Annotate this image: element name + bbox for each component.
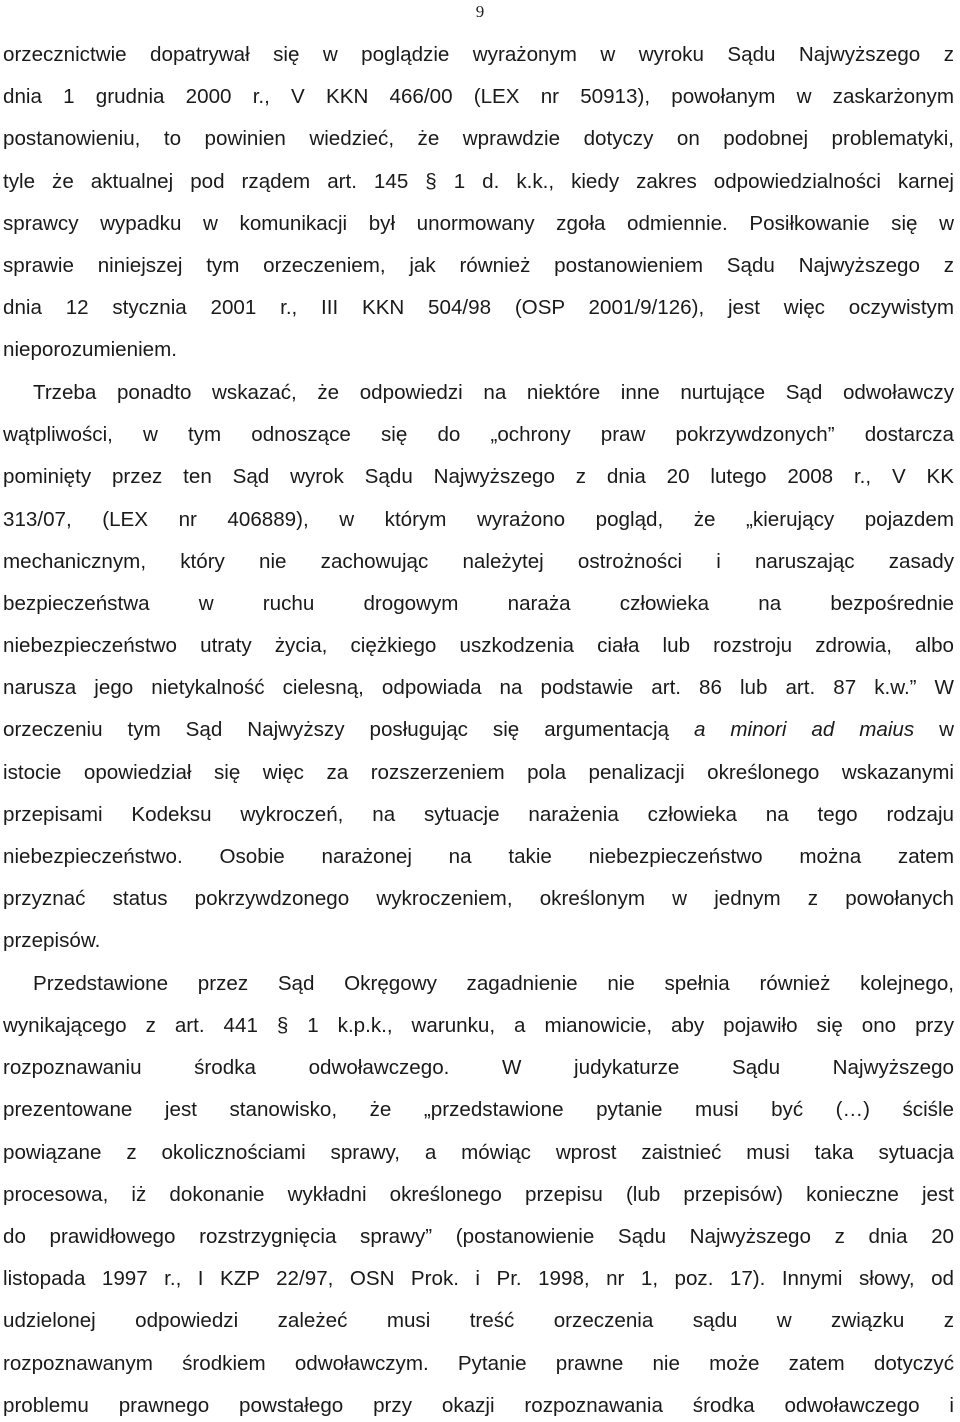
text-line: dnia 1 grudnia 2000 r., V KKN 466/00 (LEX nr 50913), powołanym w zaskarżonym [3,85,954,108]
text-line: Trzeba ponadto wskazać, że odpowiedzi na niektóre inne nurtujące Sąd odwoławczy [33,381,954,404]
text-line: niebezpieczeństwo utraty życia, ciężkiego uszkodzenia ciała lub rozstroju zdrowia, albo [3,634,954,657]
text-line: przyznać status pokrzywdzonego wykroczeniem, określonym w jednym z powołanych [3,887,954,910]
text-line: wynikającego z art. 441 § 1 k.p.k., warunku, a mianowicie, aby pojawiło się ono przy [3,1014,954,1037]
text-line: sprawie niniejszej tym orzeczeniem, jak również postanowieniem Sądu Najwyższego z [3,254,954,277]
text-line: do prawidłowego rozstrzygnięcia sprawy” (postanowienie Sądu Najwyższego z dnia 20 [3,1225,954,1248]
text-line: bezpieczeństwa w ruchu drogowym naraża człowieka na bezpośrednie [3,592,954,615]
text-line: powiązane z okolicznościami sprawy, a mówiąc wprost zaistnieć musi taka sytuacja [3,1141,954,1164]
text-line: listopada 1997 r., I KZP 22/97, OSN Prok. i Pr. 1998, nr 1, poz. 17). Innymi słowy, od [3,1267,954,1290]
text-line: istocie opowiedział się więc za rozszerzeniem pola penalizacji określonego wskazanymi [3,761,954,784]
page-number: 9 [475,2,485,21]
text-line: procesowa, iż dokonanie wykładni określonego przepisu (lub przepisów) konieczne jest [3,1183,954,1206]
text-line [3,718,954,742]
text-line: postanowieniu, to powinien wiedzieć, że wprawdzie dotyczy on podobnej problematyki, [3,127,954,150]
text-line: prezentowane jest stanowisko, że „przedstawione pytanie musi być (…) ściśle [3,1098,954,1121]
text-line: przepisami Kodeksu wykroczeń, na sytuacje narażenia człowieka na tego rodzaju [3,803,954,826]
text-line: pominięty przez ten Sąd wyrok Sądu Najwyższego z dnia 20 lutego 2008 r., V KK [3,465,954,488]
text-line: przepisów. [3,929,101,952]
text-line: wątpliwości, w tym odnoszące się do „ochrony praw pokrzywdzonych” dostarcza [3,423,954,446]
text-line: tyle że aktualnej pod rządem art. 145 § 1 d. k.k., kiedy zakres odpowiedzialności karnej [3,170,954,193]
text-line: mechanicznym, który nie zachowując należytej ostrożności i naruszając zasady [3,550,954,573]
text-line: problemu prawnego powstałego przy okazji rozpoznawania środka odwoławczego i [3,1394,954,1417]
text-segment: w [914,718,954,741]
latin-phrase: a minori ad maius [693,718,915,741]
text-line: 313/07, (LEX nr 406889), w którym wyrażono pogląd, że „kierujący pojazdem [3,508,954,531]
text-line: sprawcy wypadku w komunikacji był unormowany zgoła odmiennie. Posiłkowanie się w [3,212,954,235]
text-line: nieporozumieniem. [3,338,177,361]
text-line: rozpoznawanym środkiem odwoławczym. Pytanie prawne nie może zatem dotyczyć [3,1352,954,1375]
text-line: udzielonej odpowiedzi zależeć musi treść orzeczenia sądu w związku z [3,1309,954,1332]
text-line: rozpoznawaniu środka odwoławczego. W judykaturze Sądu Najwyższego [3,1056,954,1079]
text-line: niebezpieczeństwo. Osobie narażonej na takie niebezpieczeństwo można zatem [3,845,954,868]
text-line: dnia 12 stycznia 2001 r., III KKN 504/98 (OSP 2001/9/126), jest więc oczywistym [3,296,954,319]
text-line: narusza jego nietykalność cielesną, odpowiada na podstawie art. 86 lub art. 87 k.w.” W [3,676,954,699]
text-segment: orzeczeniu tym Sąd Najwyższy posługując się argumentacją [3,718,694,741]
text-line: Przedstawione przez Sąd Okręgowy zagadnienie nie spełnia również kolejnego, [33,972,954,995]
text-line: orzecznictwie dopatrywał się w poglądzie wyrażonym w wyroku Sądu Najwyższego z [3,43,954,66]
